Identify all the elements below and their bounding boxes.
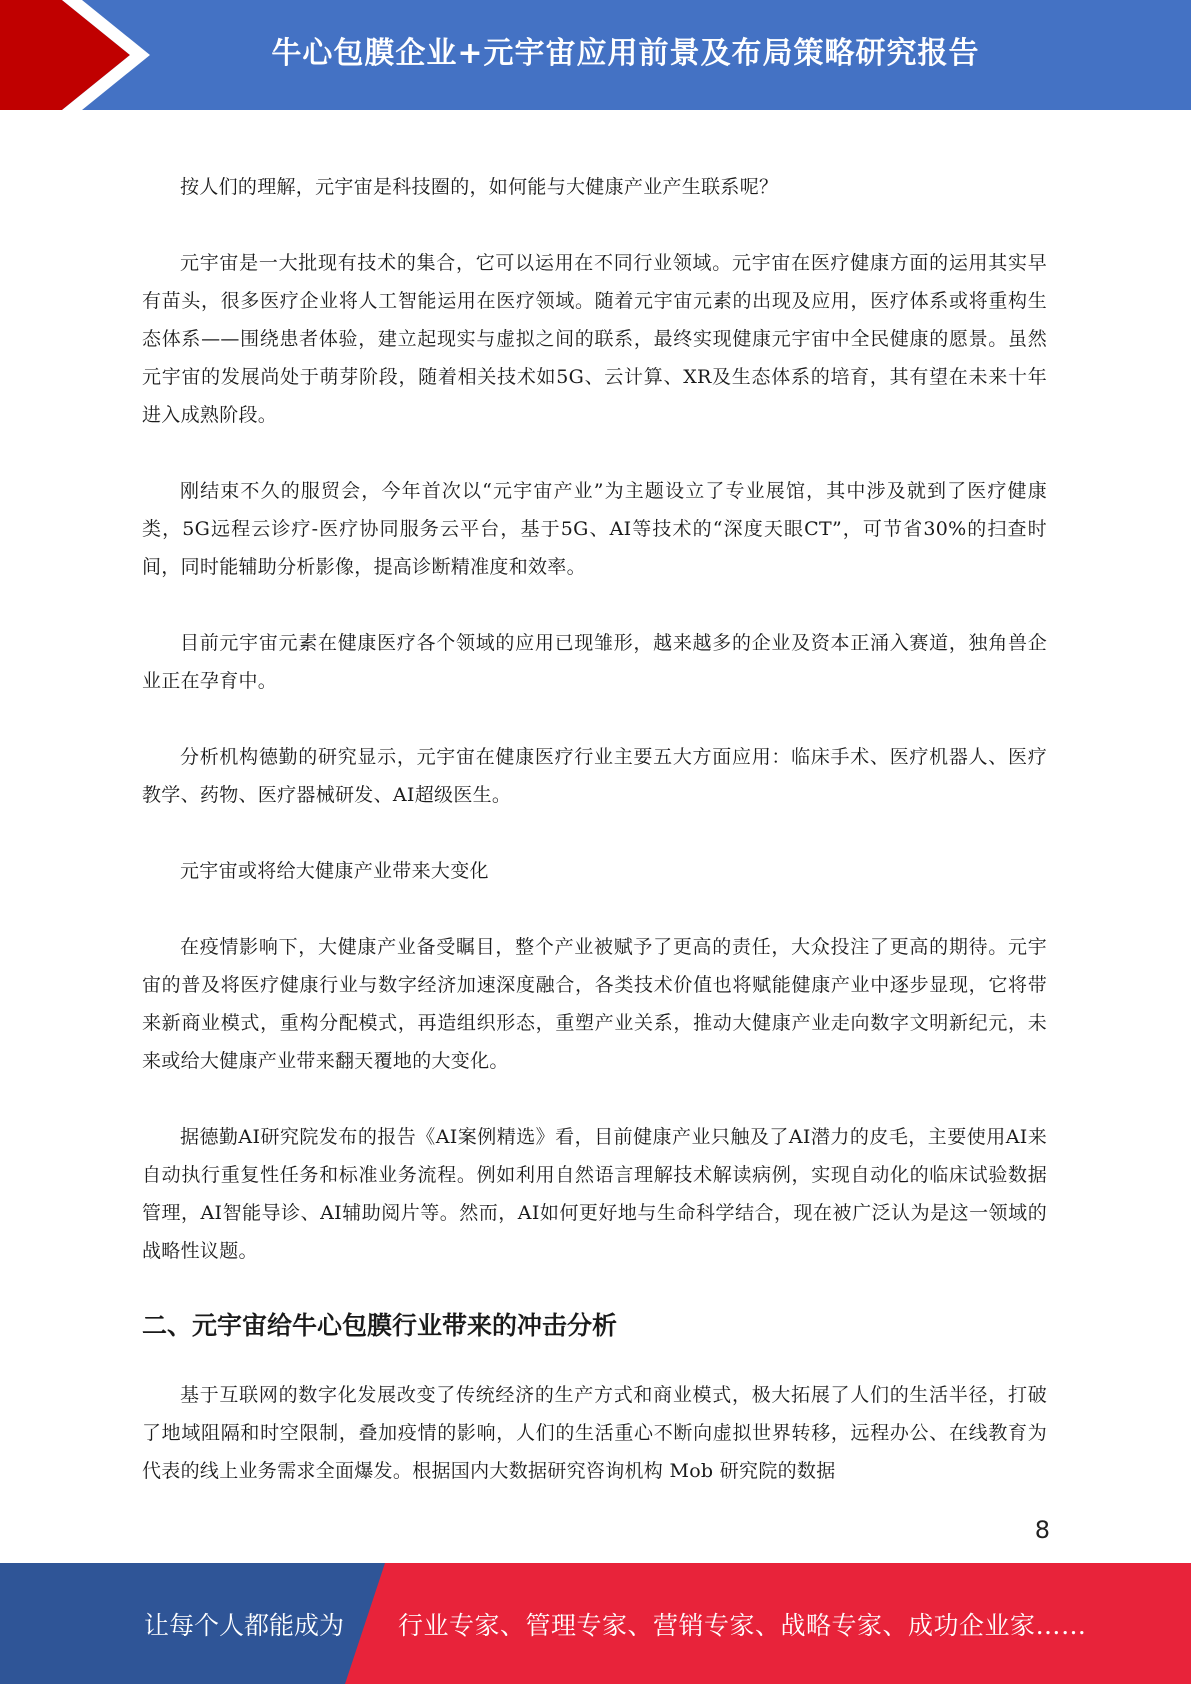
paragraph: 在疫情影响下，大健康产业备受瞩目，整个产业被赋予了更高的责任，大众投注了更高的期待。元宇宙的普及将医疗健康行业与数字经济加速深度融合，各类技术价值也将赋能健康产业中逐步显现，它将带来新商业模式，重构分配模式，再造组织形态，重塑产业关系，推动大健康产业走向数字文明新纪元，未来或给大健康产业带来翻天覆地的大变化。 [142,936,1047,1072]
document-body [142,168,1047,1528]
section-heading: 二、元宇宙给牛心包膜行业带来的冲击分析 [142,1311,618,1340]
page-number: 8 [1034,1516,1050,1544]
report-title: 牛心包膜企业+元宇宙应用前景及布局策略研究报告 [271,36,980,71]
paragraph: 刚结束不久的服贸会，今年首次以“元宇宙产业”为主题设立了专业展馆，其中涉及就到了医疗健康类，5G远程云诊疗-医疗协同服务云平台，基于5G、AI等技术的“深度天眼CT”，可节省30%的扫查时间，同时能辅助分析影像，提高诊断精准度和效率。 [142,480,1047,578]
paragraph: 分析机构德勤的研究显示，元宇宙在健康医疗行业主要五大方面应用：临床手术、医疗机器人、医疗教学、药物、医疗器械研发、AI超级医生。 [142,746,1047,806]
paragraph: 基于互联网的数字化发展改变了传统经济的生产方式和商业模式，极大拓展了人们的生活半径，打破了地域阻隔和时空限制，叠加疫情的影响，人们的生活重心不断向虚拟世界转移，远程办公、在线教育为代表的线上业务需求全面爆发。根据国内大数据研究咨询机构 Mob 研究院的数据 [142,1384,1047,1482]
paragraph: 按人们的理解，元宇宙是科技圈的，如何能与大健康产业产生联系呢？ [180,176,779,198]
header-arrow-decoration [0,0,160,110]
page-header [0,0,1191,110]
paragraph: 元宇宙是一大批现有技术的集合，它可以运用在不同行业领域。元宇宙在医疗健康方面的运用其实早有苗头，很多医疗企业将人工智能运用在医疗领域。随着元宇宙元素的出现及应用，医疗体系或将重构生态体系——围绕患者体验，建立起现实与虚拟之间的联系，最终实现健康元宇宙中全民健康的愿景。虽然元宇宙的发展尚处于萌芽阶段，随着相关技术如5G、云计算、XR及生态体系的培育，其有望在未来十年进入成熟阶段。 [142,252,1047,426]
page-footer [0,1563,1191,1684]
subheading-paragraph: 元宇宙或将给大健康产业带来大变化 [180,860,489,882]
paragraph: 据德勤AI研究院发布的报告《AI案例精选》看，目前健康产业只触及了AI潜力的皮毛，主要使用AI来自动执行重复性任务和标准业务流程。例如利用自然语言理解技术解读病例，实现自动化的临床试验数据管理，AI智能导诊、AI辅助阅片等。然而，AI如何更好地与生命科学结合，现在被广泛认为是这一领域的战略性议题。 [142,1126,1047,1262]
footer-slogan-left: 让每个人都能成为 [144,1610,345,1640]
footer-slogan-right: 行业专家、管理专家、营销专家、战略专家、成功企业家…… [398,1610,1087,1640]
paragraph: 目前元宇宙元素在健康医疗各个领域的应用已现雏形，越来越多的企业及资本正涌入赛道，独角兽企业正在孕育中。 [142,632,1047,692]
